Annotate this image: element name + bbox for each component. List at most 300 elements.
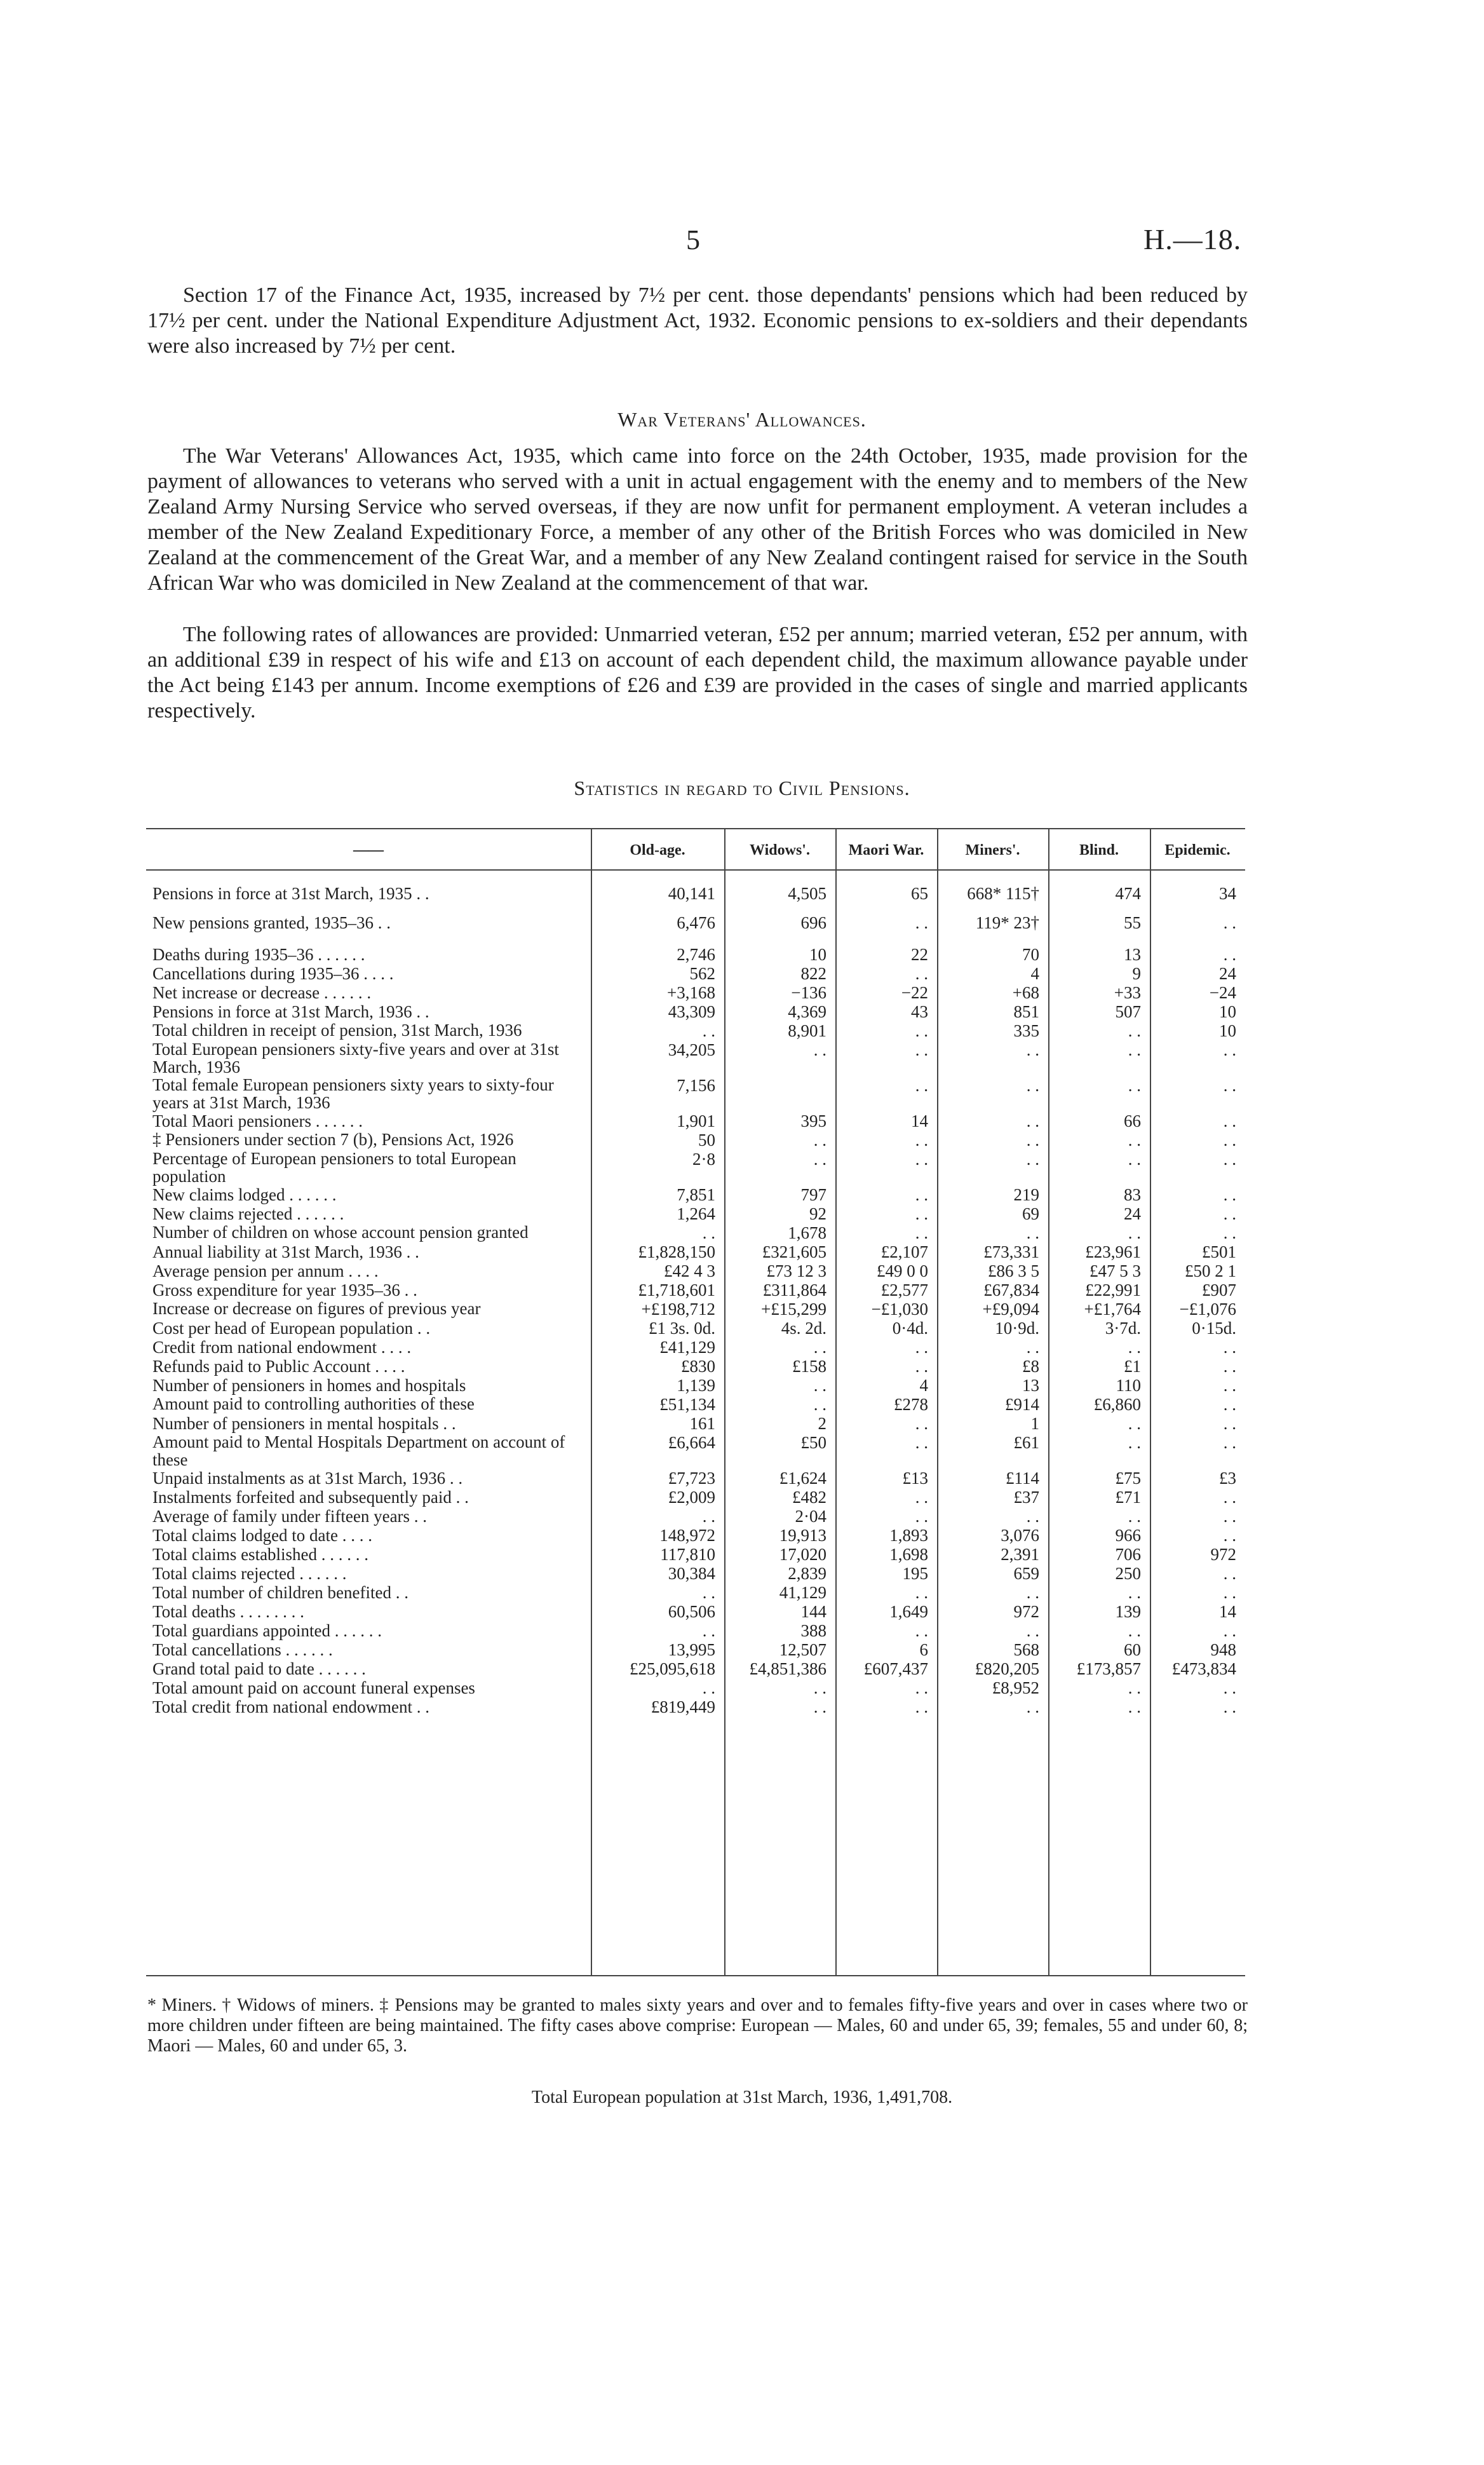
- table-row: [146, 964, 1245, 983]
- table-cell: . .: [1128, 1021, 1141, 1040]
- table-cell: £1: [1124, 1357, 1141, 1376]
- table-cell: . .: [1026, 1338, 1039, 1357]
- table-cell: £75: [1115, 1469, 1141, 1488]
- table-row: [146, 1204, 1245, 1223]
- table-cell: −22: [901, 983, 928, 1002]
- table-row: [146, 1185, 1245, 1204]
- table-cell: . .: [702, 1507, 715, 1526]
- row-label: New pensions granted, 1935–36 . .: [152, 913, 391, 932]
- table-cell: 1,901: [677, 1111, 715, 1131]
- table-cell: 22: [911, 945, 928, 964]
- table-cell: 161: [689, 1414, 715, 1433]
- table-cell: 13,995: [668, 1640, 715, 1659]
- table-cell: . .: [1128, 1131, 1141, 1150]
- table-cell: . .: [1128, 1507, 1141, 1526]
- table-cell: . .: [1026, 1111, 1039, 1131]
- table-cell: 8,901: [788, 1021, 826, 1040]
- table-header-rule: [146, 869, 1245, 871]
- row-label: Total Maori pensioners . . . . . .: [152, 1111, 363, 1131]
- table-cell: 10: [1219, 1002, 1236, 1021]
- table-cell: £2,009: [668, 1488, 715, 1507]
- table-cell: 7,156: [677, 1076, 715, 1095]
- table-cell: −£1,030: [871, 1300, 928, 1319]
- table-cell: £47 5 3: [1089, 1261, 1141, 1280]
- table-cell: . .: [813, 1131, 826, 1150]
- table-row: [146, 1469, 1245, 1488]
- table-row: [146, 1002, 1245, 1021]
- table-cell: 40,141: [668, 884, 715, 903]
- table-cell: . .: [1223, 1621, 1236, 1640]
- table-cell: £311,864: [762, 1280, 826, 1300]
- table-cell: . .: [915, 1414, 928, 1433]
- row-label: Number of pensioners in mental hospitals . .: [152, 1414, 456, 1433]
- footnote: * Miners. † Widows of miners. ‡ Pensions may be granted to males sixty years and over and to females fifty-five years and over in cases where two or more children under fifteen are being maintained. The fifty cases above comprise: European — Males, 60 and under 65, 39; females, 55 and under 60, 8; Maori — Males, 60 and under 65, 3.: [147, 1995, 1248, 2056]
- row-label: Total European pensioners sixty-five years and over at 31st March, 1936: [152, 1040, 559, 1076]
- table-cell: . .: [1223, 1488, 1236, 1507]
- table-cell: £1,828,150: [638, 1242, 715, 1261]
- table-cell: +3,168: [667, 983, 715, 1002]
- table-cell: . .: [813, 1376, 826, 1395]
- table-row: [146, 1621, 1245, 1640]
- table-row: [146, 1526, 1245, 1545]
- table-row: [146, 1076, 1245, 1111]
- table-cell: 4,369: [788, 1002, 826, 1021]
- table-cell: 2: [818, 1414, 826, 1433]
- table-cell: . .: [1128, 1040, 1141, 1059]
- table-cell: . .: [915, 913, 928, 932]
- table-cell: 24: [1219, 964, 1236, 983]
- table-cell: 24: [1124, 1204, 1141, 1223]
- table-cell: 250: [1115, 1564, 1141, 1583]
- row-label: Annual liability at 31st March, 1936 . .: [152, 1242, 419, 1261]
- table-cell: £819,449: [651, 1697, 715, 1716]
- statistics-table: [146, 879, 1245, 1716]
- table-cell: . .: [1223, 1150, 1236, 1169]
- table-cell: 219: [1013, 1185, 1039, 1204]
- table-cell: . .: [1026, 1507, 1039, 1526]
- page-number: 5: [686, 224, 700, 255]
- table-row: [146, 1150, 1245, 1185]
- table-cell: −24: [1209, 983, 1236, 1002]
- table-cell: £2,577: [880, 1280, 928, 1300]
- table-cell: £50 2 1: [1185, 1261, 1236, 1280]
- table-cell: . .: [813, 1150, 826, 1169]
- row-label: Total female European pensioners sixty years to sixty-four years at 31st March, 1936: [152, 1075, 554, 1112]
- table-cell: +£9,094: [982, 1300, 1039, 1319]
- table-cell: 2·04: [795, 1507, 826, 1526]
- table-row: [146, 945, 1245, 964]
- table-cell: 668* 115†: [967, 884, 1039, 903]
- table-bottom-rule: [146, 1975, 1245, 1976]
- row-label: Total guardians appointed . . . . . .: [152, 1621, 382, 1640]
- row-label: ‡ Pensioners under section 7 (b), Pensions Act, 1926: [152, 1130, 514, 1149]
- table-cell: +£15,299: [761, 1300, 826, 1319]
- table-cell: 119* 23†: [975, 913, 1039, 932]
- table-cell: £42 4 3: [664, 1261, 715, 1280]
- table-cell: 19,913: [779, 1526, 826, 1545]
- row-label: Total cancellations . . . . . .: [152, 1640, 333, 1659]
- table-cell: 822: [800, 964, 826, 983]
- table-cell: 43: [911, 1002, 928, 1021]
- table-cell: 851: [1013, 1002, 1039, 1021]
- table-cell: 972: [1013, 1602, 1039, 1621]
- table-cell: 65: [911, 884, 928, 903]
- table-row: [146, 908, 1245, 937]
- row-label: New claims rejected . . . . . .: [152, 1204, 344, 1223]
- table-cell: 0·15d.: [1192, 1319, 1236, 1338]
- table-cell: . .: [1223, 913, 1236, 932]
- table-cell: £2,107: [880, 1242, 928, 1261]
- table-cell: £1,624: [779, 1469, 826, 1488]
- table-cell: 4s. 2d.: [781, 1319, 826, 1338]
- row-label: Total credit from national endowment . .: [152, 1697, 429, 1716]
- table-cell: . .: [1223, 1376, 1236, 1395]
- table-cell: 1,139: [677, 1376, 715, 1395]
- table-cell: 50: [698, 1131, 715, 1150]
- table-cell: . .: [1223, 1414, 1236, 1433]
- table-cell: £321,605: [762, 1242, 826, 1261]
- table-cell: £607,437: [863, 1659, 928, 1678]
- table-cell: 4,505: [788, 884, 826, 903]
- table-cell: . .: [915, 1338, 928, 1357]
- table-cell: 2,839: [788, 1564, 826, 1583]
- row-label: Total claims established . . . . . .: [152, 1545, 369, 1564]
- table-cell: . .: [1223, 1357, 1236, 1376]
- row-label: Pensions in force at 31st March, 1935 . .: [152, 884, 429, 903]
- table-row: [146, 1131, 1245, 1150]
- table-cell: . .: [1128, 1583, 1141, 1602]
- row-label: Credit from national endowment . . . .: [152, 1338, 412, 1357]
- table-cell: . .: [1223, 1040, 1236, 1059]
- table-cell: 30,384: [668, 1564, 715, 1583]
- table-cell: 696: [800, 913, 826, 932]
- table-cell: 1,698: [889, 1545, 928, 1564]
- table-cell: . .: [813, 1040, 826, 1059]
- table-cell: . .: [915, 1150, 928, 1169]
- table-cell: 0·4d.: [892, 1319, 928, 1338]
- table-cell: +33: [1114, 983, 1141, 1002]
- row-label: Gross expenditure for year 1935–36 . .: [152, 1280, 417, 1300]
- column-header: Widows'.: [750, 842, 810, 859]
- row-label: Pensions in force at 31st March, 1936 . .: [152, 1002, 429, 1021]
- table-cell: . .: [915, 1357, 928, 1376]
- section-paragraph-1: The War Veterans' Allowances Act, 1935, which came into force on the 24th October, 1935, made provision for the payment of allowances to veterans who served with a unit in actual engagement with the enemy and to members of the New Zealand Army Nursing Service who served overseas, if they are now unfit for permanent employment. A veteran includes a member of the New Zealand Expeditionary Force, a member of any other of the British Forces who was domiciled in New Zealand at the commencement of the Great War, and a member of any New Zealand contingent raised for service in the South African War who was domiciled in New Zealand at the commencement of that war.: [147, 444, 1248, 595]
- column-header: Blind.: [1079, 842, 1119, 859]
- table-row: [146, 1338, 1245, 1357]
- table-cell: 335: [1013, 1021, 1039, 1040]
- table-cell: 17,020: [779, 1545, 826, 1564]
- table-cell: 1,678: [788, 1223, 826, 1242]
- table-row: [146, 1678, 1245, 1697]
- table-row: [146, 1111, 1245, 1131]
- row-label: Total deaths . . . . . . . .: [152, 1602, 304, 1621]
- table-cell: 195: [902, 1564, 928, 1583]
- table-cell: £67,834: [983, 1280, 1039, 1300]
- table-cell: £25,095,618: [630, 1659, 715, 1678]
- table-row: [146, 1021, 1245, 1040]
- table-row: [146, 1507, 1245, 1526]
- table-cell: . .: [915, 1433, 928, 1452]
- table-cell: . .: [1026, 1150, 1039, 1169]
- table-cell: +68: [1012, 983, 1039, 1002]
- table-row: [146, 1602, 1245, 1621]
- table-cell: . .: [1128, 1150, 1141, 1169]
- table-cell: 14: [911, 1111, 928, 1131]
- table-cell: 706: [1115, 1545, 1141, 1564]
- table-cell: . .: [915, 1678, 928, 1697]
- table-cell: . .: [1223, 1433, 1236, 1452]
- row-label: Net increase or decrease . . . . . .: [152, 983, 372, 1002]
- table-cell: . .: [915, 1021, 928, 1040]
- table-row: [146, 1280, 1245, 1300]
- table-cell: £114: [1006, 1469, 1039, 1488]
- table-cell: 972: [1210, 1545, 1236, 1564]
- population-note: Total European population at 31st March, 1936, 1,491,708.: [531, 2088, 953, 2107]
- row-label: Number of pensioners in homes and hospitals: [152, 1376, 466, 1395]
- table-cell: 139: [1115, 1602, 1141, 1621]
- table-cell: 3,076: [1001, 1526, 1039, 1545]
- table-cell: . .: [702, 1021, 715, 1040]
- table-cell: £1 3s. 0d.: [648, 1319, 715, 1338]
- table-cell: . .: [915, 1621, 928, 1640]
- table-cell: 10: [809, 945, 826, 964]
- table-cell: 2·8: [692, 1150, 715, 1169]
- column-header: Miners'.: [965, 842, 1020, 859]
- row-label: Average pension per annum . . . .: [152, 1261, 379, 1280]
- table-cell: . .: [915, 1488, 928, 1507]
- table-row: [146, 1488, 1245, 1507]
- table-cell: . .: [1026, 1583, 1039, 1602]
- table-cell: 966: [1115, 1526, 1141, 1545]
- table-row: [146, 1319, 1245, 1338]
- table-row: [146, 1659, 1245, 1678]
- table-row: [146, 1376, 1245, 1395]
- table-row: [146, 1223, 1245, 1242]
- table-cell: 6: [919, 1640, 928, 1659]
- column-header: Epidemic.: [1164, 842, 1231, 859]
- table-cell: . .: [1223, 1131, 1236, 1150]
- table-cell: 34: [1219, 884, 1236, 903]
- table-cell: £820,205: [975, 1659, 1039, 1678]
- table-cell: 4: [1030, 964, 1039, 983]
- table-cell: 1,649: [889, 1602, 928, 1621]
- table-row: [146, 1395, 1245, 1414]
- table-row: [146, 1697, 1245, 1716]
- table-cell: −136: [791, 983, 826, 1002]
- table-cell: 144: [800, 1602, 826, 1621]
- table-cell: . .: [1026, 1621, 1039, 1640]
- table-cell: £830: [681, 1357, 715, 1376]
- table-cell: £37: [1013, 1488, 1039, 1507]
- table-cell: . .: [915, 1076, 928, 1095]
- table-cell: 13: [1124, 945, 1141, 964]
- table-cell: . .: [1128, 1697, 1141, 1716]
- table-row: [146, 983, 1245, 1002]
- table-cell: . .: [702, 1223, 715, 1242]
- table-cell: . .: [1026, 1697, 1039, 1716]
- table-cell: 1: [1030, 1414, 1039, 1433]
- table-row: [146, 1040, 1245, 1076]
- table-row: [146, 1564, 1245, 1583]
- section-paragraph-2: The following rates of allowances are provided: Unmarried veteran, £52 per annum; married veteran, £52 per annum, with an additional £39 in respect of his wife and £13 on account of each dependent child, the maximum allowance payable under the Act being £143 per annum. Income exemptions of £26 and £39 are provided in the cases of single and married applicants respectively.: [147, 623, 1248, 723]
- table-cell: . .: [1223, 1185, 1236, 1204]
- table-cell: . .: [915, 1223, 928, 1242]
- table-cell: . .: [1026, 1076, 1039, 1095]
- row-label: Cost per head of European population . .: [152, 1319, 431, 1338]
- table-cell: . .: [1223, 1204, 1236, 1223]
- table-cell: £278: [894, 1395, 928, 1414]
- table-cell: . .: [702, 1621, 715, 1640]
- table-cell: 55: [1124, 913, 1141, 932]
- table-cell: 4: [919, 1376, 928, 1395]
- table-cell: . .: [1223, 1564, 1236, 1583]
- table-cell: £6,860: [1093, 1395, 1141, 1414]
- table-heading: Statistics in regard to Civil Pensions.: [574, 777, 910, 799]
- table-cell: 60,506: [668, 1602, 715, 1621]
- table-cell: . .: [1223, 1111, 1236, 1131]
- table-cell: 9: [1132, 964, 1141, 983]
- table-cell: . .: [1128, 1338, 1141, 1357]
- table-cell: 3·7d.: [1105, 1319, 1141, 1338]
- table-cell: . .: [1223, 1223, 1236, 1242]
- table-cell: £4,851,386: [749, 1659, 826, 1678]
- table-cell: 1,893: [889, 1526, 928, 1545]
- row-label: Refunds paid to Public Account . . . .: [152, 1357, 405, 1376]
- table-cell: 10·9d.: [995, 1319, 1039, 1338]
- table-cell: 43,309: [668, 1002, 715, 1021]
- row-label: Increase or decrease on figures of previous year: [152, 1299, 481, 1318]
- table-cell: −£1,076: [1179, 1300, 1236, 1319]
- table-cell: . .: [1128, 1076, 1141, 1095]
- table-row: [146, 879, 1245, 908]
- table-cell: £8,952: [992, 1678, 1039, 1697]
- row-label: Total children in receipt of pension, 31st March, 1936: [152, 1021, 522, 1040]
- table-top-rule: [146, 828, 1245, 829]
- table-cell: 69: [1022, 1204, 1039, 1223]
- table-cell: 83: [1124, 1185, 1141, 1204]
- row-label: Average of family under fifteen years . .: [152, 1507, 428, 1526]
- table-cell: . .: [915, 1131, 928, 1150]
- table-cell: . .: [1223, 1507, 1236, 1526]
- table-cell: 1,264: [677, 1204, 715, 1223]
- table-cell: £73,331: [983, 1242, 1039, 1261]
- table-cell: £501: [1202, 1242, 1236, 1261]
- table-cell: £173,857: [1076, 1659, 1141, 1678]
- row-label: Grand total paid to date . . . . . .: [152, 1659, 366, 1678]
- table-cell: . .: [915, 1185, 928, 1204]
- table-cell: 797: [800, 1185, 826, 1204]
- row-label: Percentage of European pensioners to total European population: [152, 1149, 516, 1186]
- table-cell: 2,391: [1001, 1545, 1039, 1564]
- table-cell: £13: [902, 1469, 928, 1488]
- table-cell: 148,972: [659, 1526, 715, 1545]
- table-cell: £1,718,601: [638, 1280, 715, 1300]
- table-cell: . .: [702, 1583, 715, 1602]
- table-cell: 659: [1013, 1564, 1039, 1583]
- table-cell: . .: [1223, 945, 1236, 964]
- table-cell: £8: [1022, 1357, 1039, 1376]
- table-cell: 13: [1022, 1376, 1039, 1395]
- table-cell: . .: [1223, 1583, 1236, 1602]
- table-cell: 10: [1219, 1021, 1236, 1040]
- civil-pensions-table: [146, 815, 1245, 1976]
- table-row: [146, 1640, 1245, 1659]
- table-cell: 474: [1115, 884, 1141, 903]
- table-cell: . .: [813, 1697, 826, 1716]
- row-label: Total claims lodged to date . . . .: [152, 1526, 373, 1545]
- table-cell: . .: [1128, 1414, 1141, 1433]
- table-cell: . .: [1026, 1131, 1039, 1150]
- table-cell: 507: [1115, 1002, 1141, 1021]
- table-cell: . .: [1223, 1395, 1236, 1414]
- row-label: Amount paid to Mental Hospitals Department on account of these: [152, 1432, 565, 1469]
- row-label: Deaths during 1935–36 . . . . . .: [152, 945, 365, 964]
- table-cell: 70: [1022, 945, 1039, 964]
- row-label: Amount paid to controlling authorities of these: [152, 1394, 475, 1413]
- table-cell: . .: [915, 1507, 928, 1526]
- table-cell: £50: [800, 1433, 826, 1452]
- table-cell: . .: [915, 1583, 928, 1602]
- row-label: New claims lodged . . . . . .: [152, 1185, 337, 1204]
- table-cell: +£198,712: [641, 1300, 715, 1319]
- table-cell: . .: [915, 1040, 928, 1059]
- table-row: [146, 1583, 1245, 1602]
- table-cell: £907: [1202, 1280, 1236, 1300]
- report-reference: H.—18.: [1143, 223, 1242, 255]
- table-row: [146, 1433, 1245, 1469]
- table-cell: . .: [915, 964, 928, 983]
- table-cell: 34,205: [668, 1040, 715, 1059]
- row-label: Unpaid instalments as at 31st March, 1936 . .: [152, 1469, 463, 1488]
- table-row: [146, 1414, 1245, 1433]
- table-cell: 568: [1013, 1640, 1039, 1659]
- column-header: Maori War.: [848, 842, 924, 859]
- table-cell: £158: [792, 1357, 826, 1376]
- column-header: ——: [353, 842, 384, 859]
- table-cell: [724, 1076, 835, 1111]
- table-cell: £482: [792, 1488, 826, 1507]
- table-cell: . .: [1223, 1338, 1236, 1357]
- table-cell: 395: [800, 1111, 826, 1131]
- row-label: Total amount paid on account funeral expenses: [152, 1678, 475, 1697]
- table-cell: £7,723: [668, 1469, 715, 1488]
- section-heading: War Veterans' Allowances.: [617, 408, 867, 431]
- table-row: [146, 1300, 1245, 1319]
- table-cell: . .: [915, 1697, 928, 1716]
- row-label: Cancellations during 1935–36 . . . .: [152, 964, 394, 983]
- table-row: [146, 1242, 1245, 1261]
- intro-paragraph: Section 17 of the Finance Act, 1935, increased by 7½ per cent. those dependants' pensions which had been reduced by 17½ per cent. under the National Expenditure Adjustment Act, 1932. Economic pensions to ex-soldiers and their dependants were also increased by 7½ per cent.: [147, 283, 1248, 358]
- table-cell: . .: [813, 1338, 826, 1357]
- table-cell: 6,476: [677, 913, 715, 932]
- row-label: Total number of children benefited . .: [152, 1583, 408, 1602]
- table-cell: . .: [1128, 1223, 1141, 1242]
- table-cell: £6,664: [668, 1433, 715, 1452]
- table-cell: . .: [702, 1678, 715, 1697]
- table-row: [146, 1261, 1245, 1280]
- table-cell: . .: [915, 1204, 928, 1223]
- table-cell: £3: [1219, 1469, 1236, 1488]
- table-cell: . .: [813, 1678, 826, 1697]
- table-cell: . .: [1223, 1526, 1236, 1545]
- table-cell: £914: [1005, 1395, 1039, 1414]
- table-cell: 14: [1219, 1602, 1236, 1621]
- table-row: [146, 1357, 1245, 1376]
- table-body: [146, 879, 1245, 1716]
- table-cell: 7,851: [677, 1185, 715, 1204]
- column-header: Old-age.: [630, 842, 685, 859]
- table-cell: . .: [1128, 1678, 1141, 1697]
